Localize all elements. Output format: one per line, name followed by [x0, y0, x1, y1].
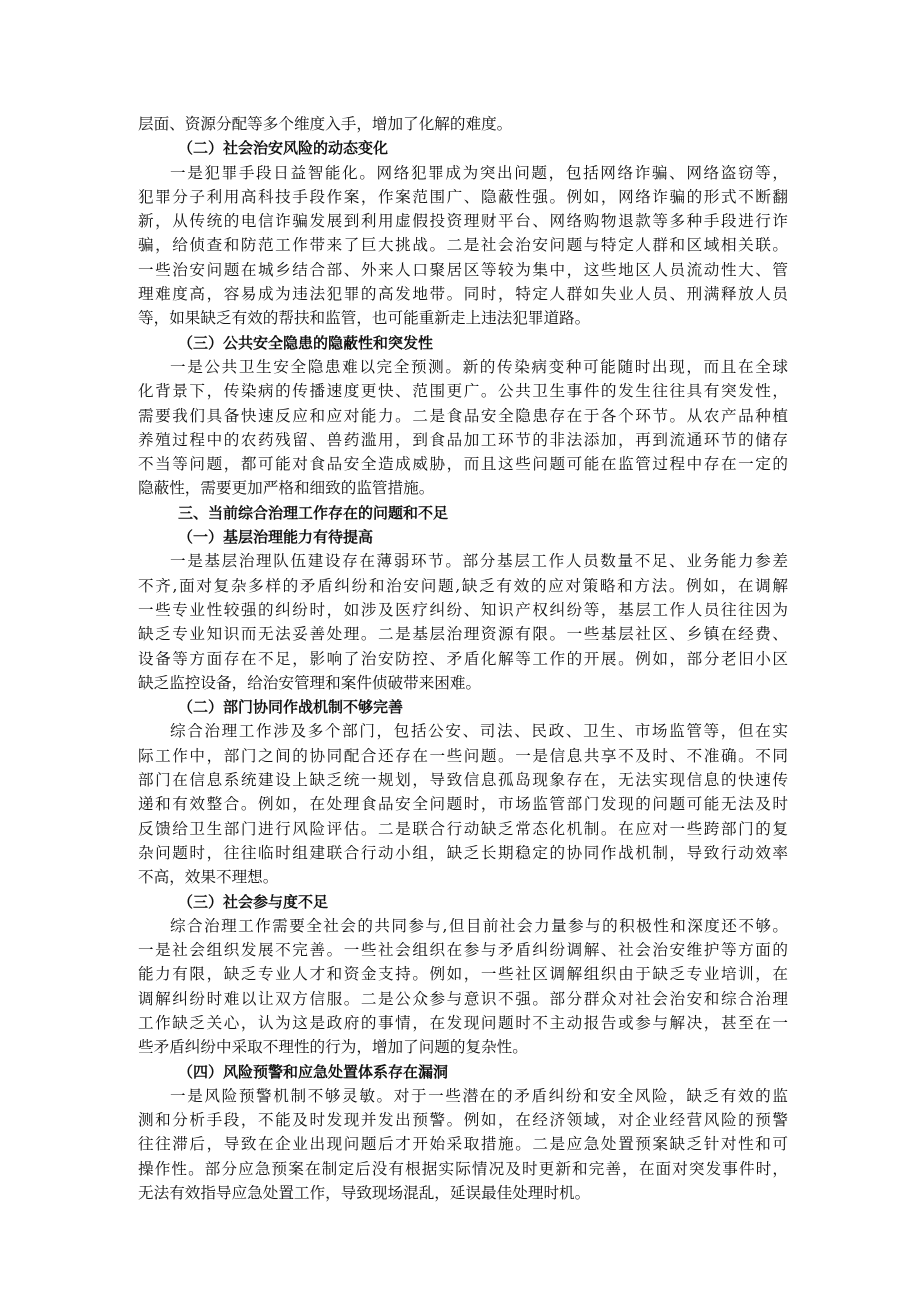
paragraph [138, 719, 788, 889]
text-line: 际工作中，部门之间的协同配合还存在一些问题。一是信息共享不及时、不准确。不同 [138, 746, 788, 765]
text-line: 理难度高，容易成为违法犯罪的高发地带。同时，特定人群如失业人员、刑满释放人员 [138, 285, 788, 304]
section-heading: （四）风险预警和应急处置体系存在漏洞 [178, 1062, 449, 1081]
text-line: 反馈给卫生部门进行风险评估。二是联合行动缺乏常态化机制。在应对一些跨部门的复 [138, 819, 788, 838]
section-heading: （三）公共安全隐患的隐蔽性和突发性 [178, 333, 434, 352]
paragraph [138, 161, 788, 331]
paragraph [138, 112, 788, 136]
paragraph [138, 1084, 788, 1205]
text-line: 犯罪分子利用高科技手段作案，作案范围广、隐蔽性强。例如，网络诈骗的形式不断翻 [138, 187, 788, 206]
text-line: 部门在信息系统建设上缺乏统一规划，导致信息孤岛现象存在，无法实现信息的快速传 [138, 771, 788, 790]
text-line: 需要我们具备快速反应和应对能力。二是食品安全隐患存在于各个环节。从农产品种植 [138, 406, 788, 425]
text-line: 调解纠纷时难以让双方信服。二是公众参与意识不强。部分群众对社会治安和综合治理 [138, 989, 788, 1008]
text-line: 缺乏专业知识而无法妥善处理。二是基层治理资源有限。一些基层社区、乡镇在经费、 [138, 625, 788, 644]
text-line: 些矛盾纠纷中采取不理性的行为，增加了问题的复杂性。 [138, 1038, 528, 1057]
text-line: 不当等问题，都可能对食品安全造成威胁，而且这些问题可能在监管过程中存在一定的 [138, 455, 788, 474]
text-line: 递和有效整合。例如，在处理食品安全问题时，市场监管部门发现的问题可能无法及时 [138, 795, 788, 814]
section-heading: （一）基层治理能力有待提高 [178, 528, 374, 547]
section-heading: （三）社会参与度不足 [178, 892, 329, 911]
text-line: 骗，给侦查和防范工作带来了巨大挑战。二是社会治安问题与特定人群和区域相关联。 [138, 236, 788, 255]
text-line: 一是犯罪手段日益智能化。网络犯罪成为突出问题，包括网络诈骗、网络盗窃等， [170, 163, 788, 182]
section-heading: （二）部门协同作战机制不够完善 [178, 698, 404, 717]
text-line: 工作缺乏关心，认为这是政府的事情，在发现问题时不主动报告或参与解决，甚至在一 [138, 1013, 788, 1032]
text-line: 缺乏监控设备，给治安管理和案件侦破带来困难。 [138, 673, 482, 692]
paragraph [138, 549, 788, 695]
text-line: 养殖过程中的农药残留、兽药滥用，到食品加工环节的非法添加，再到流通环节的储存 [138, 430, 788, 449]
text-line: 综合治理工作涉及多个部门，包括公安、司法、民政、卫生、市场监管等，但在实 [170, 722, 788, 741]
document-page [138, 112, 788, 1205]
text-line: 杂问题时，往往临时组建联合行动小组，缺乏长期稳定的协同作战机制，导致行动效率 [138, 843, 788, 862]
text-line: 一些专业性较强的纠纷时，如涉及医疗纠纷、知识产权纠纷等，基层工作人员往往因为 [138, 600, 788, 619]
text-line: 新，从传统的电信诈骗发展到利用虚假投资理财平台、网络购物退款等多种手段进行诈 [138, 212, 788, 231]
text-line: 能力有限，缺乏专业人才和资金支持。例如，一些社区调解组织由于缺乏专业培训，在 [138, 965, 788, 984]
paragraph [138, 914, 788, 1060]
text-line: 设备等方面存在不足，影响了治安防控、矛盾化解等工作的开展。例如，部分老旧小区 [138, 649, 788, 668]
text-line: 一是基层治理队伍建设存在薄弱环节。部分基层工作人员数量不足、业务能力参差 [170, 552, 788, 571]
text-line: 不高，效果不理想。 [138, 868, 279, 887]
text-line: 一是社会组织发展不完善。一些社会组织在参与矛盾纠纷调解、社会治安维护等方面的 [138, 941, 788, 960]
text-line: 往往滞后，导致在企业出现问题后才开始采取措施。二是应急处置预案缺乏针对性和可 [138, 1135, 788, 1154]
text-line: 综合治理工作需要全社会的共同参与,但目前社会力量参与的积极性和深度还不够。 [170, 916, 788, 935]
text-line: 一些治安问题在城乡结合部、外来人口聚居区等较为集中，这些地区人员流动性大、管 [138, 260, 788, 279]
paragraph [138, 355, 788, 501]
text-line: 一是风险预警机制不够灵敏。对于一些潜在的矛盾纠纷和安全风险，缺乏有效的监 [170, 1086, 788, 1105]
text-line: 一是公共卫生安全隐患难以完全预测。新的传染病变种可能随时出现，而且在全球 [170, 357, 788, 376]
text-line: 测和分析手段，不能及时发现并发出预警。例如，在经济领域，对企业经营风险的预警 [138, 1111, 788, 1130]
section-heading: （二）社会治安风险的动态变化 [178, 139, 389, 158]
text-line: 层面、资源分配等多个维度入手，增加了化解的难度。 [138, 115, 513, 133]
text-line: 不齐,面对复杂多样的矛盾纠纷和治安问题,缺乏有效的应对策略和方法。例如，在调解 [138, 576, 788, 595]
text-line: 操作性。部分应急预案在制定后没有根据实际情况及时更新和完善，在面对突发事件时， [138, 1159, 788, 1178]
text-line: 等，如果缺乏有效的帮扶和监管，也可能重新走上违法犯罪道路。 [138, 309, 591, 328]
text-line: 化背景下，传染病的传播速度更快、范围更广。公共卫生事件的发生往往具有突发性， [138, 382, 788, 401]
text-line: 无法有效指导应急处置工作，导致现场混乱，延误最佳处理时机。 [138, 1184, 591, 1203]
text-line: 隐蔽性，需要更加严格和细致的监管措施。 [138, 479, 435, 498]
section-heading: 三、当前综合治理工作存在的问题和不足 [178, 503, 449, 522]
